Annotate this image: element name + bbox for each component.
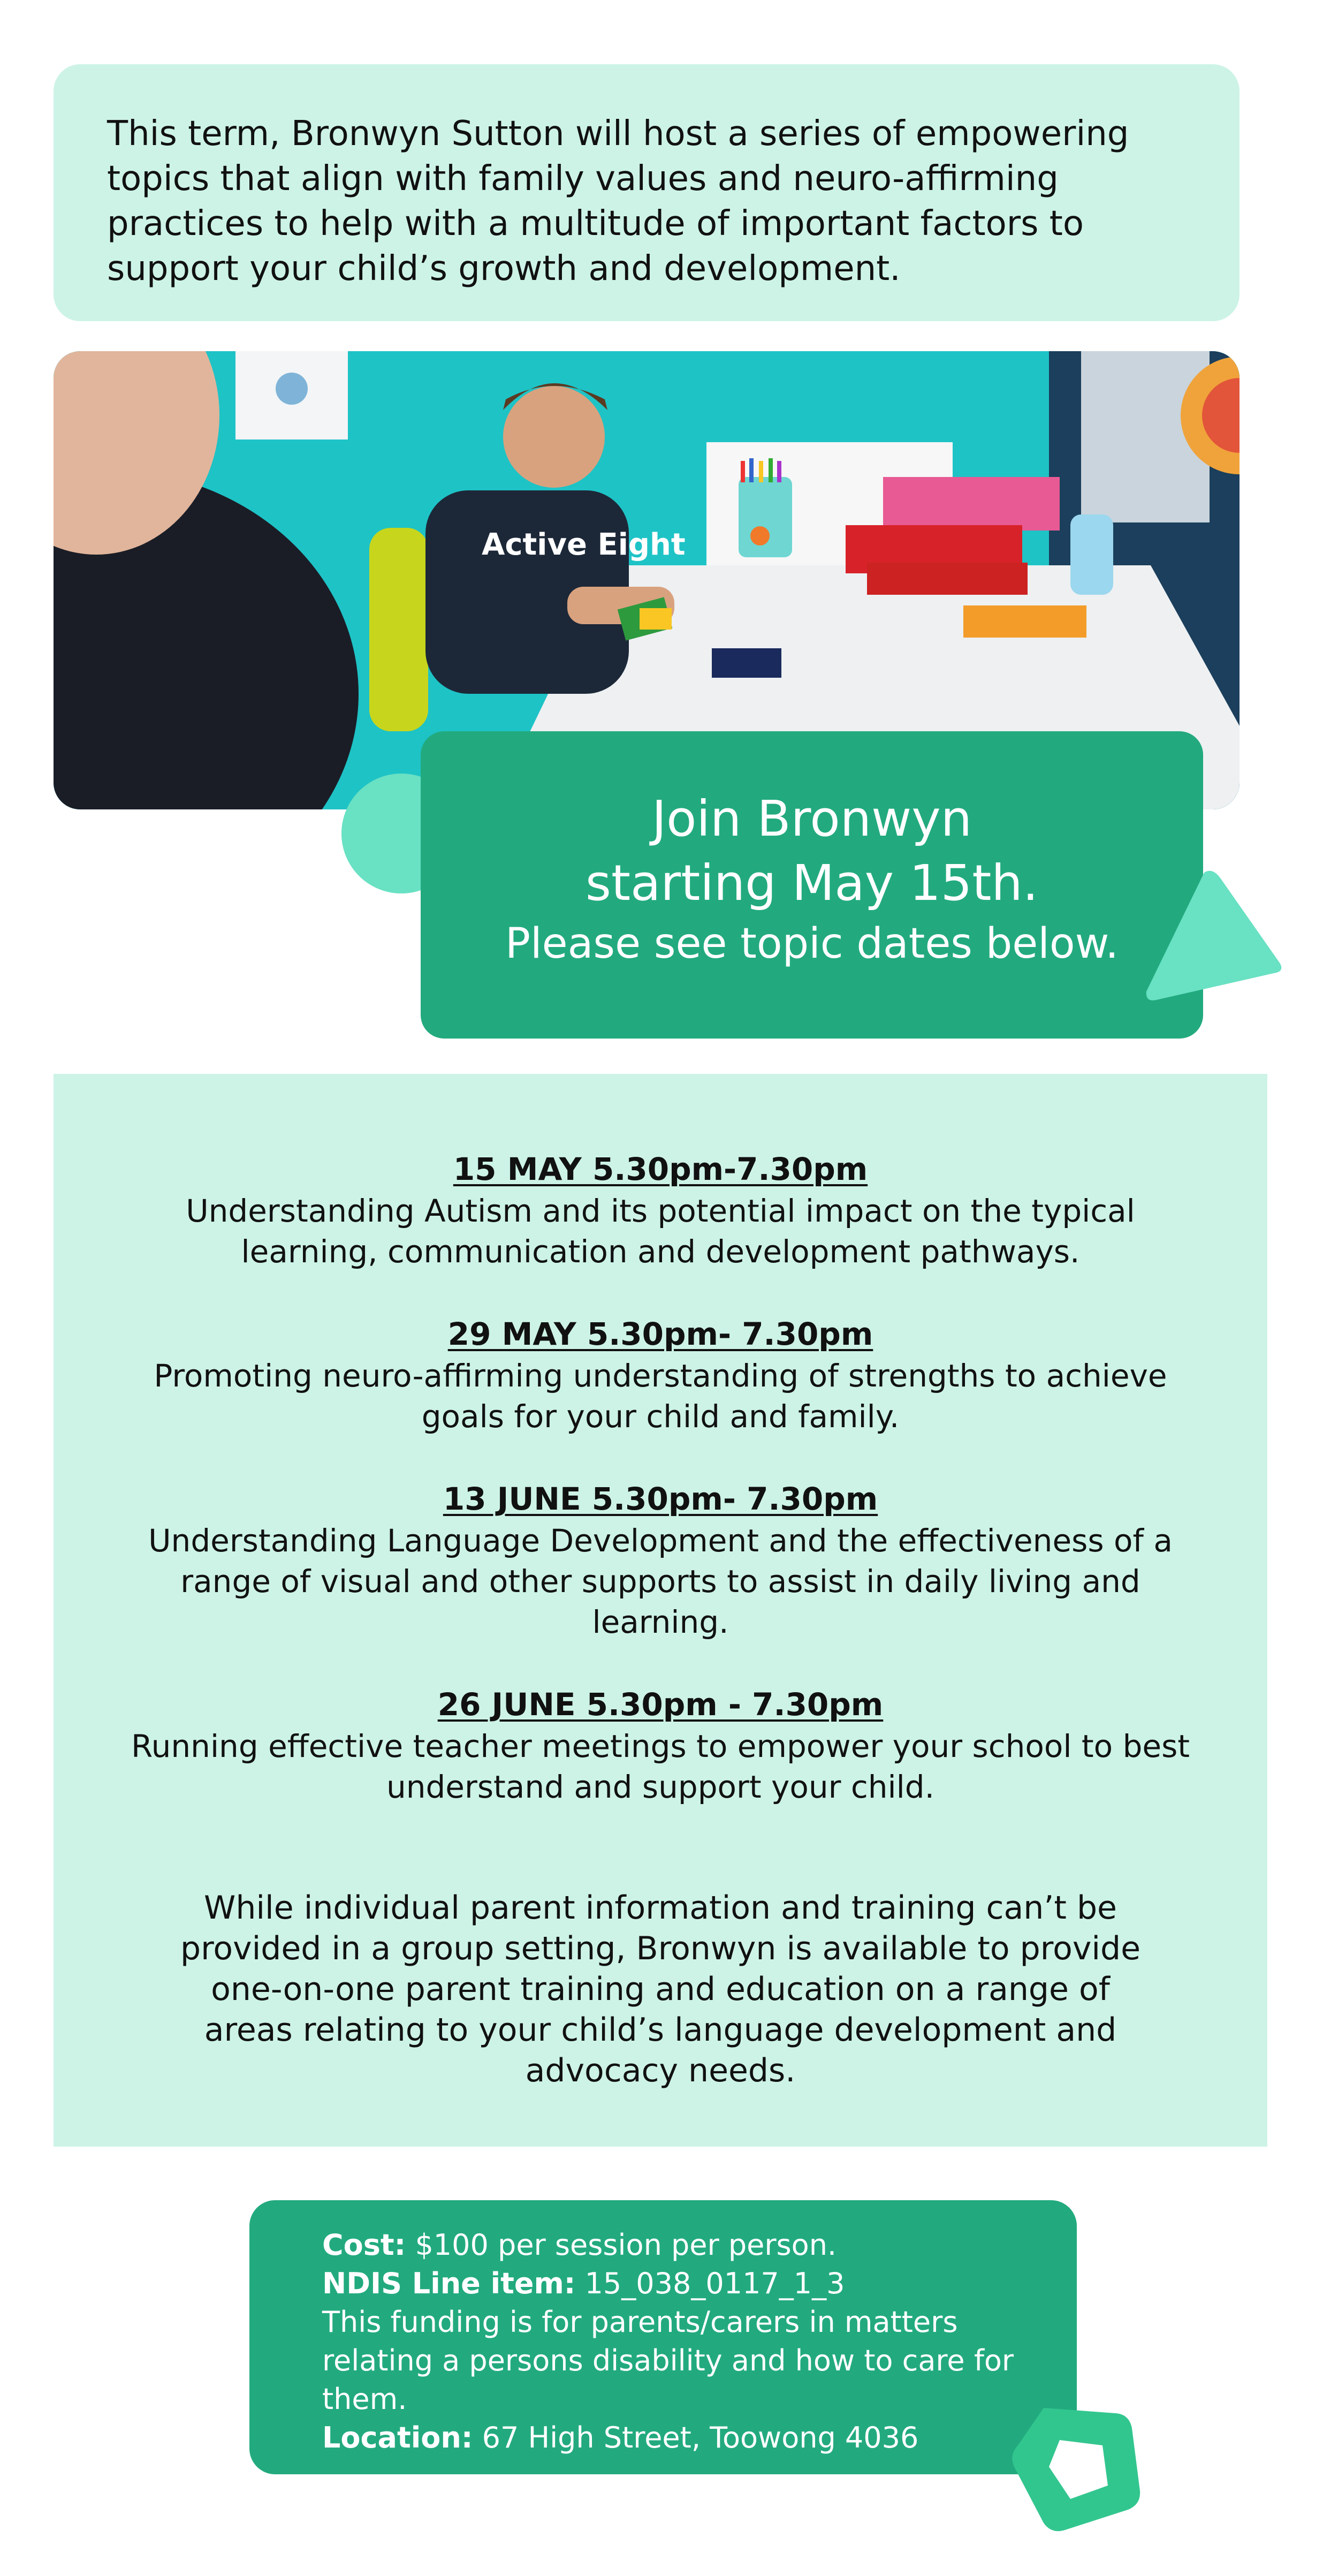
topic-description: Understanding Language Development and the effectiveness of a range of visual and other supports to assist in daily living and learning. [148, 1522, 1173, 1640]
ndis-value: 15_038_0117_1_3 [575, 2267, 845, 2300]
topic-date: 26 JUNE 5.30pm - 7.30pm [437, 1686, 884, 1723]
ndis-label: NDIS Line item: [322, 2267, 576, 2300]
intro-box [54, 64, 1240, 321]
topic-date: 13 JUNE 5.30pm- 7.30pm [443, 1481, 878, 1517]
topic-date: 29 MAY 5.30pm- 7.30pm [447, 1316, 873, 1352]
topics-section [54, 1074, 1267, 2147]
details-box [249, 2200, 1077, 2474]
topic-description: Promoting neuro-affirming understanding of strengths to achieve goals for your child and family. [154, 1358, 1167, 1435]
boy-head [503, 386, 605, 488]
pen-cup [739, 477, 792, 557]
topic-item [54, 1683, 1267, 1807]
join-title: Join Bronwyn [651, 790, 972, 847]
topic-item [54, 1148, 1267, 1272]
mint-triangle-decoration [1140, 867, 1284, 1006]
join-start-date: starting May 15th. [586, 854, 1038, 912]
join-callout [421, 731, 1203, 1039]
pentagon-outline-decoration [1006, 2397, 1145, 2536]
topic-item [54, 1478, 1267, 1642]
topic-description: Understanding Autism and its potential impact on the typical learning, communication and development pathways. [186, 1193, 1135, 1270]
topic-description: Running effective teacher meetings to empower your school to best understand and support your child. [131, 1728, 1190, 1805]
shirt-text: Active Eight [482, 527, 686, 562]
topic-item [54, 1313, 1267, 1437]
one-on-one-note: While individual parent information and training can’t be provided in a group setting, Bronwyn is available to provide one-on-one parent training and education on a range of areas relating to your child’s language development and advocacy needs. [180, 1889, 1141, 2089]
yellow-chair [369, 528, 428, 731]
intro-text: This term, Bronwyn Sutton will host a series of empowering topics that align with family values and neuro-affirming practices to help with a multitude of important factors to support your child’s growth and development. [107, 114, 1129, 289]
location-line [322, 2419, 1034, 2457]
funding-text: This funding is for parents/carers in matters relating a persons disability and how to care for them. [322, 2305, 1014, 2416]
cost-label: Cost: [322, 2228, 406, 2262]
game-box [883, 477, 1060, 531]
location-label: Location: [322, 2421, 473, 2454]
cost-line [322, 2226, 1034, 2264]
cost-value: $100 per session per person. [406, 2228, 837, 2262]
topic-date: 15 MAY 5.30pm-7.30pm [453, 1151, 868, 1187]
join-subtitle: Please see topic dates below. [505, 920, 1119, 968]
card-deck [712, 648, 781, 678]
location-value: 67 High Street, Toowong 4036 [473, 2421, 919, 2454]
ndis-line [322, 2264, 1034, 2303]
